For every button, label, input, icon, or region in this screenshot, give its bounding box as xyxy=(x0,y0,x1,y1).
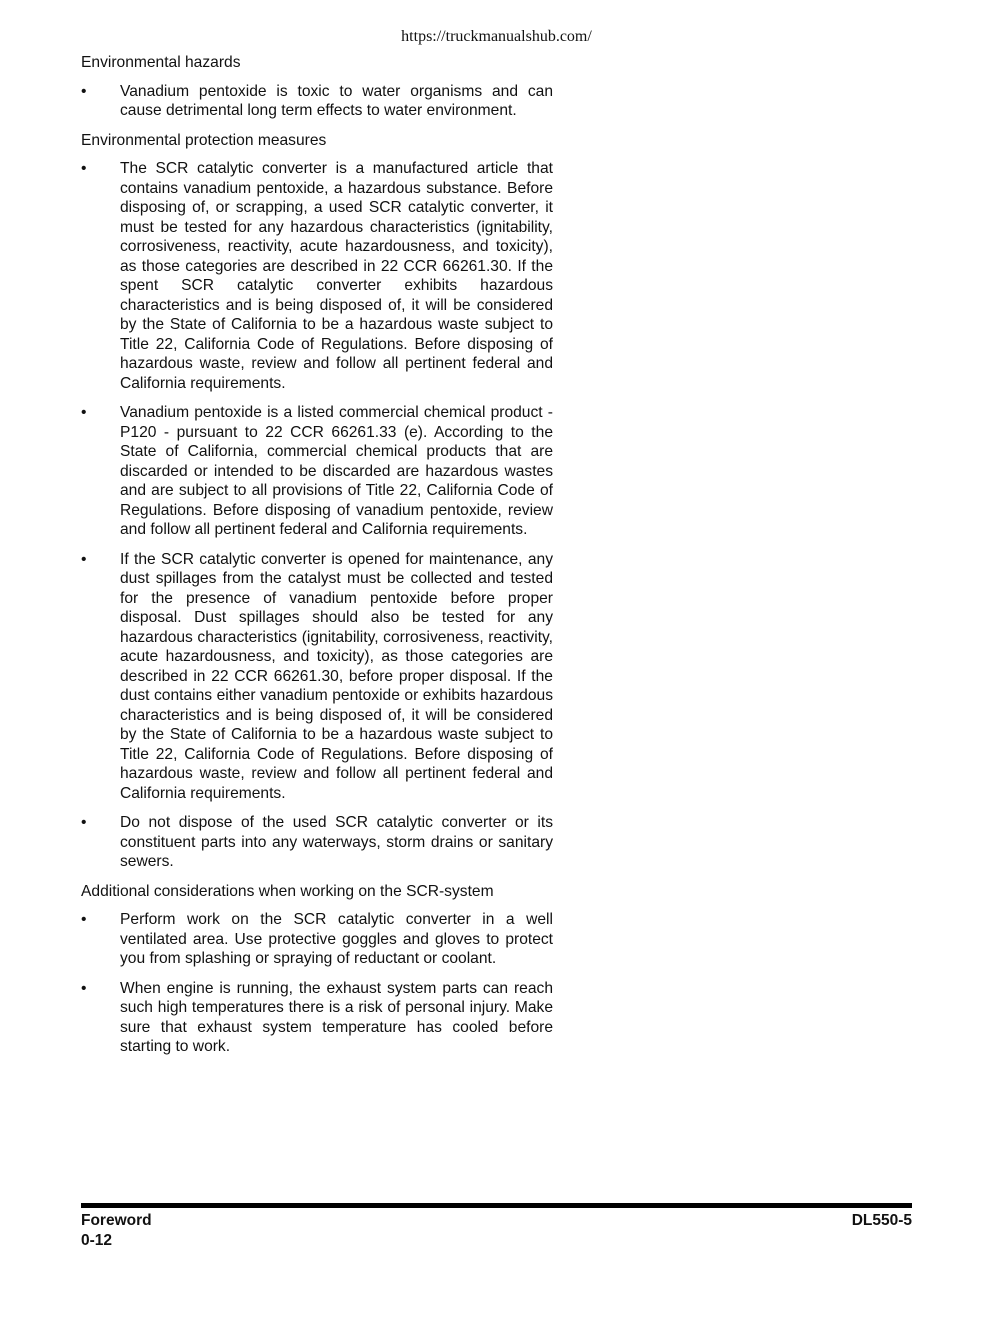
bullet-item xyxy=(81,82,553,121)
footer-page-number: 0-12 xyxy=(81,1232,113,1249)
footer-left xyxy=(81,1211,152,1251)
footer-model: DL550-5 xyxy=(851,1212,912,1229)
bullet-icon: • xyxy=(81,911,87,928)
bullet-text: Do not dispose of the used SCR catalytic converter or its constituent parts into any waterways, storm drains or sanitary sewers. xyxy=(120,814,553,870)
bullet-icon: • xyxy=(81,979,87,997)
watermark-url: https://truckmanualshub.com/ xyxy=(401,28,592,45)
bullet-item xyxy=(81,403,553,540)
bullet-text: Vanadium pentoxide is a listed commercial chemical product - P120 - pursuant to 22 CCR 66261.33 (e). According to the State of California, commercial chemical products that are discarded or intended to be discarded are hazardous wastes and are subject to all provisions of Title 22, California Code of Regulations. Before disposing of vanadium pentoxide, review and follow all pertinent federal and California requirements. xyxy=(120,404,553,538)
bullet-icon: • xyxy=(81,550,87,568)
bullet-icon: • xyxy=(81,160,87,177)
bullet-icon: • xyxy=(81,814,87,831)
bullet-item xyxy=(81,910,553,969)
section-heading-additional-considerations: Additional considerations when working on the SCR-system xyxy=(81,882,494,900)
page-content xyxy=(81,53,553,1067)
section-heading-environmental-protection: Environmental protection measures xyxy=(81,131,327,149)
bullet-item xyxy=(81,813,553,872)
footer-divider xyxy=(81,1203,912,1208)
bullet-text: Vanadium pentoxide is toxic to water organisms and can cause detrimental long term effects to water environment. xyxy=(120,82,553,119)
bullet-text: When engine is running, the exhaust system parts can reach such high temperatures there is a risk of personal injury. Make sure that exhaust system temperature has cooled before starting to work. xyxy=(120,979,553,1055)
bullet-item xyxy=(81,159,553,393)
bullet-text: The SCR catalytic converter is a manufactured article that contains vanadium pentoxide, a hazardous substance. Before disposing of, or scrapping, a used SCR catalytic converter, it must be tested for any hazardous characteristics (ignitability, corrosiveness, reactivity, acute hazardousness, and toxicity), as those categories are described in 22 CCR 66261.30. If the spent SCR catalytic converter exhibits hazardous characteristics and is being disposed of, it will be considered by the State of California to be a hazardous waste subject to Title 22, California Code of Regulations. Before disposing of hazardous waste, review and follow all pertinent federal and California requirements. xyxy=(120,160,553,392)
bullet-text: If the SCR catalytic converter is opened for maintenance, any dust spillages from the catalyst must be collected and tested for the presence of vanadium pentoxide before proper disposal. Dust spillages should also be tested for any hazardous characteristics (ignitability, corrosiveness, reactivity, acute hazardousness, and toxicity), as those categories are described in 22 CCR 66261.30, before proper disposal. If the dust contains either vanadium pentoxide or exhibits hazardous characteristics and is being disposed of, it will be considered by the State of California to be a hazardous waste subject to Title 22, California Code of Regulations. Before disposing of hazardous waste, review and follow all pertinent federal and California requirements. xyxy=(120,550,553,802)
bullet-text: Perform work on the SCR catalytic converter in a well ventilated area. Use protective goggles and gloves to protect you from splashing or spraying of reductant or coolant. xyxy=(120,911,553,967)
footer-section-name: Foreword xyxy=(81,1212,152,1229)
bullet-icon: • xyxy=(81,82,87,100)
bullet-item xyxy=(81,979,553,1057)
bullet-item xyxy=(81,550,553,804)
bullet-icon: • xyxy=(81,404,87,421)
section-heading-environmental-hazards: Environmental hazards xyxy=(81,54,241,71)
